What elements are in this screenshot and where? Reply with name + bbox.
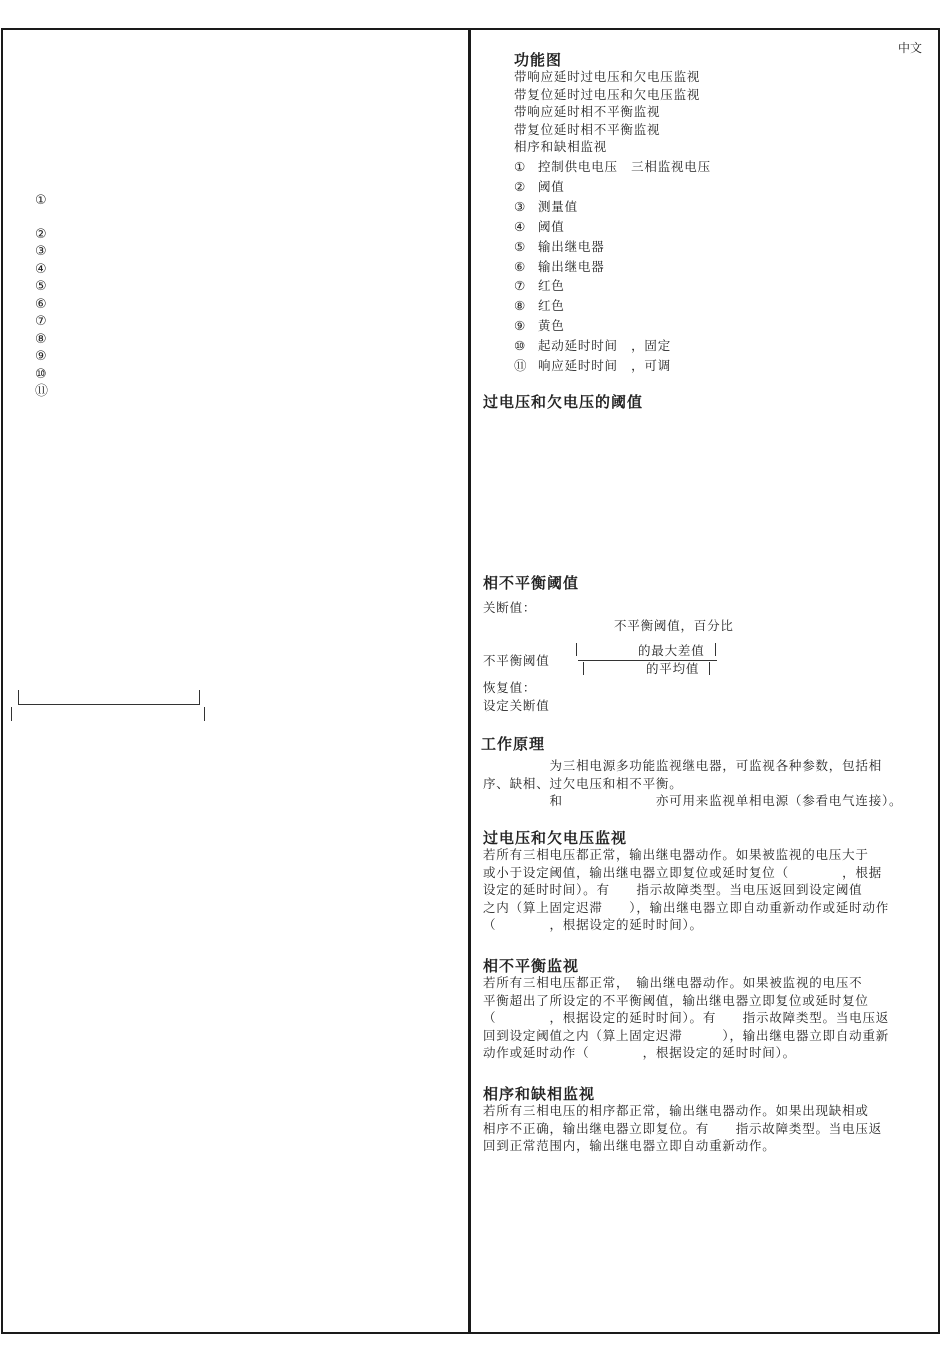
sequence-monitoring-title: 相序和缺相监视 (483, 1085, 596, 1103)
unbalance-monitoring-text: 若所有三相电压都正常， 输出继电器动作。如果被监视的电压不 平衡超出了所设定的不平衡阈值，输出继电器立即复位或延时复位 （ ，根据设定的延时时间）。有 指示故障类型。当电压返 回到设定阈值之内（算上固定迟滞 ），输出继电器立即自动重新 动作或延时动作（ ，根据设定的延时时间）。 (483, 975, 890, 1061)
diagram-marker: ⑨ (35, 349, 47, 364)
function-mode: 带响应延时过电压和欠电压监视 (514, 69, 701, 84)
formula-title: 不平衡阈值，百分比 (614, 618, 734, 633)
sequence-monitoring-text: 若所有三相电压的相序都正常，输出继电器动作。如果出现缺相或 相序不正确，输出继电器立即复位。有 指示故障类型。当电压返 回到正常范围内，输出继电器立即自动重新动作。 (483, 1103, 883, 1154)
formula-lhs: 不平衡阈值 (483, 653, 550, 668)
legend-item: ⑤ 输出继电器 (514, 238, 605, 254)
diagram-markers (35, 192, 48, 401)
legend-item: ① 控制供电电压 三相监视电压 (514, 159, 711, 174)
legend-item: ⑪ 响应延时时间 ，可调 (514, 358, 672, 374)
legend-item: ⑥ 输出继电器 (514, 258, 605, 274)
diagram-marker: ⑥ (35, 296, 47, 312)
function-diagram-title: 功能图 (514, 51, 563, 69)
function-mode: 带复位延时过电压和欠电压监视 (514, 86, 701, 102)
diagram-marker: ⑦ (35, 314, 47, 329)
diagram-marker: ② (35, 226, 47, 242)
threshold-section-title: 过电压和欠电压的阈值 (483, 393, 644, 411)
principle-title: 工作原理 (481, 735, 546, 753)
legend-item: ⑨ 黄色 (514, 318, 565, 334)
diagram-marker: ③ (35, 244, 47, 259)
legend-item: ⑩ 起动延时时间 ，固定 (514, 338, 672, 354)
diagram-marker: ① (35, 193, 47, 208)
formula-bracket-top (18, 690, 200, 705)
formula-denominator: 的平均值 (646, 661, 700, 676)
unbalance-threshold-title: 相不平衡阈值 (483, 574, 580, 592)
voltage-monitoring-text: 若所有三相电压都正常，输出继电器动作。如果被监视的电压大于 或小于设定阈值，输出继电器立即复位或延时复位（ ，根据 设定的延时时间）。有 指示故障类型。当电压返回到设定阈值 之内（算上固定迟滞 ），输出继电器立即自动重新动作或延时动作 （ ，根据设定的延时时间）。 (483, 847, 890, 933)
abs-bar-right-bottom (709, 662, 710, 675)
restore-value: 设定关断值 (483, 698, 550, 713)
restore-label: 恢复值： (483, 680, 537, 695)
function-mode: 带复位延时相不平衡监视 (514, 121, 661, 137)
column-divider (468, 28, 471, 1334)
unbalance-monitoring-title: 相不平衡监视 (483, 957, 580, 975)
diagram-marker: ⑤ (35, 279, 47, 294)
diagram-marker: ⑪ (35, 384, 49, 399)
formula-numerator: 的最大差值 (638, 643, 705, 658)
abs-bar-left-top (576, 643, 577, 656)
formula-bracket-bottom (11, 707, 205, 721)
diagram-marker: ⑩ (35, 366, 47, 382)
legend-item: ⑧ 红色 (514, 298, 565, 314)
legend-item: ⑦ 红色 (514, 278, 565, 294)
legend-item: ④ 阈值 (514, 218, 565, 234)
diagram-marker: ⑧ (35, 331, 47, 347)
legend-item: ③ 测量值 (514, 198, 578, 214)
switch-off-label: 关断值： (483, 600, 537, 615)
language-label: 中文 (898, 41, 923, 55)
abs-bar-right-top (715, 643, 716, 656)
function-mode: 带响应延时相不平衡监视 (514, 104, 661, 119)
function-modes-list (514, 68, 700, 156)
function-mode: 相序和缺相监视 (514, 139, 608, 154)
voltage-monitoring-title: 过电压和欠电压监视 (483, 829, 628, 847)
legend-list (514, 157, 711, 376)
abs-bar-left-bottom (583, 662, 584, 675)
principle-text: 为三相电源多功能监视继电器，可监视各种参数，包括相 序、缺相、过欠电压和相不平衡。 和 亦可用来监视单相电源（参看电气连接）。 (483, 758, 903, 809)
diagram-marker: ④ (35, 261, 47, 277)
legend-item: ② 阈值 (514, 178, 565, 194)
